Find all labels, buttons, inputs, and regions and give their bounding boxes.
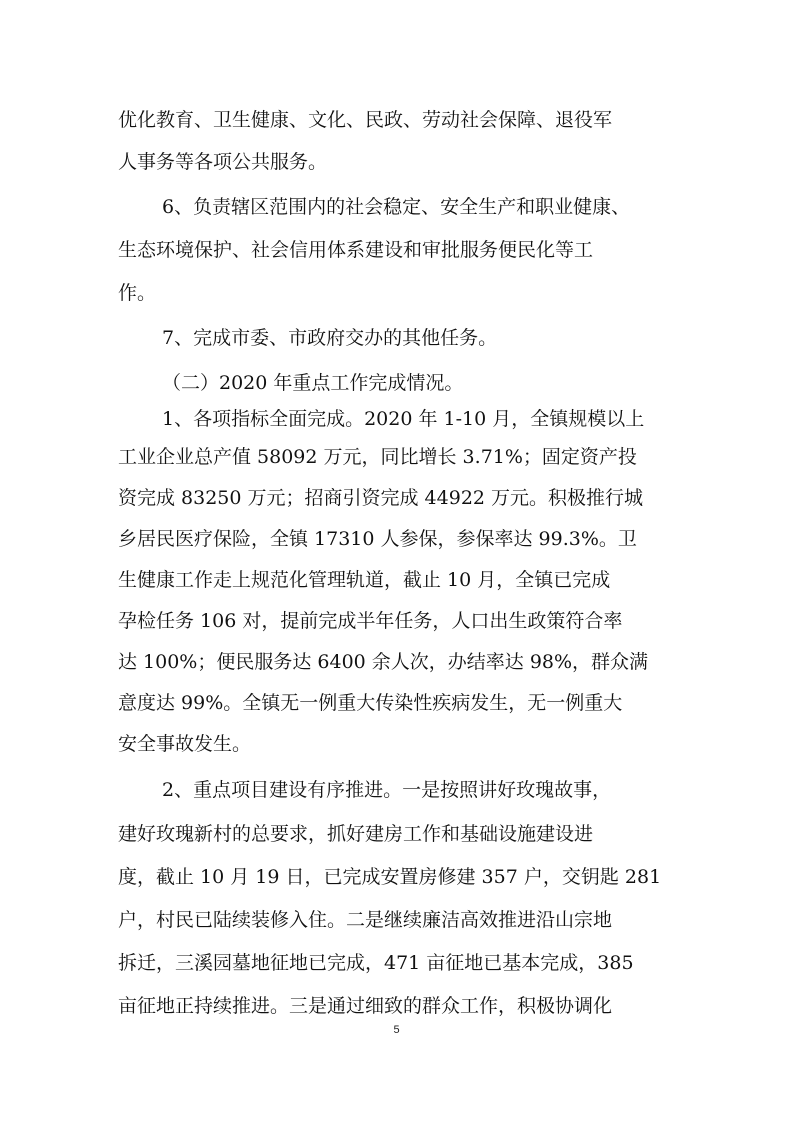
text-line-13: 孕检任务 106 对，提前完成半年任务，人口出生政策符合率 bbox=[118, 610, 623, 632]
text-line-5: 作。 bbox=[118, 282, 157, 304]
text-line-17: 2、重点项目建设有序推进。一是按照讲好玫瑰故事， bbox=[162, 779, 612, 801]
text-line-4: 生态环境保护、社会信用体系建设和审批服务便民化等工 bbox=[118, 239, 594, 261]
text-line-18: 建好玫瑰新村的总要求，抓好建房工作和基础设施建设进 bbox=[118, 823, 594, 845]
text-line-14: 达 100%；便民服务达 6400 余人次，办结率达 98%，群众满 bbox=[118, 651, 649, 673]
text-line-3: 6、负责辖区范围内的社会稳定、安全生产和职业健康、 bbox=[162, 196, 631, 218]
text-line-21: 拆迁，三溪园墓地征地已完成，471 亩征地已基本完成，385 bbox=[118, 952, 634, 974]
text-line-9: 工业企业总产值 58092 万元，同比增长 3.71%；固定资产投 bbox=[118, 446, 637, 468]
text-line-1: 优化教育、卫生健康、文化、民政、劳动社会保障、退役军 bbox=[118, 109, 613, 131]
text-line-22: 亩征地正持续推进。三是通过细致的群众工作，积极协调化 bbox=[118, 995, 613, 1017]
section-heading: （二）2020 年重点工作完成情况。 bbox=[162, 372, 464, 394]
text-line-19: 度，截止 10 月 19 日，已完成安置房修建 357 户，交钥匙 281 bbox=[118, 866, 662, 888]
text-line-2: 人事务等各项公共服务。 bbox=[118, 151, 328, 173]
text-line-8: 1、各项指标全面完成。2020 年 1-10 月，全镇规模以上 bbox=[162, 408, 645, 430]
text-line-11: 乡居民医疗保险，全镇 17310 人参保，参保率达 99.3%。卫 bbox=[118, 528, 637, 550]
text-line-10: 资完成 83250 万元；招商引资完成 44922 万元。积极推行城 bbox=[118, 487, 644, 509]
text-line-6: 7、完成市委、市政府交办的其他任务。 bbox=[162, 327, 498, 349]
text-line-12: 生健康工作走上规范化管理轨道，截止 10 月，全镇已完成 bbox=[118, 569, 611, 591]
text-line-15: 意度达 99%。全镇无一例重大传染性疾病发生，无一例重大 bbox=[118, 692, 623, 714]
text-line-16: 安全事故发生。 bbox=[118, 733, 252, 755]
text-line-20: 户，村民已陆续装修入住。二是继续廉洁高效推进沿山宗地 bbox=[118, 909, 613, 931]
page-number: 5 bbox=[393, 1024, 400, 1036]
